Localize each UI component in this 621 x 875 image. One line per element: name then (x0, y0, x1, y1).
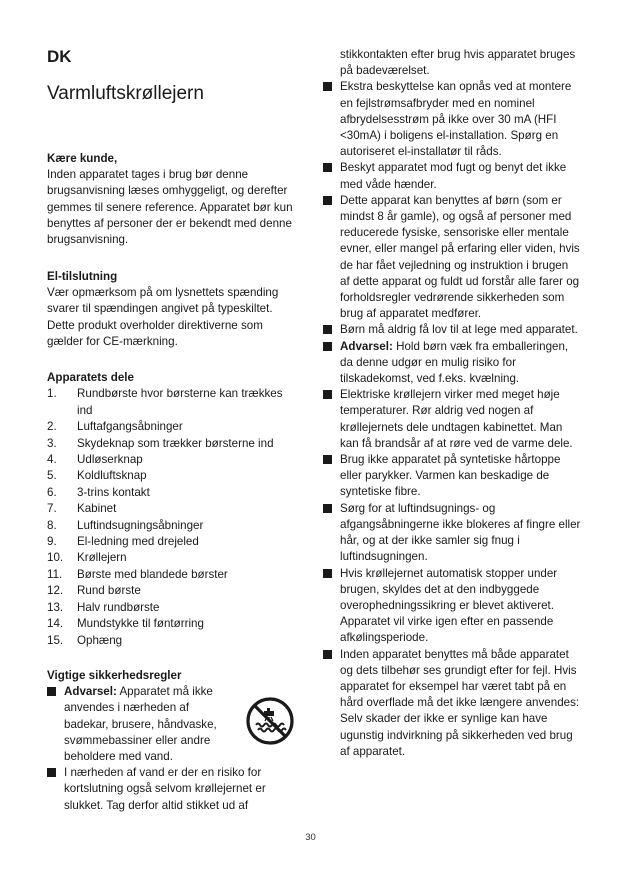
part-item: 13. Halv rundbørste (47, 600, 160, 614)
safety-item: Hvis krøllejernet automatisk stopper under brugen, skyldes det at den indbyggede overophedningssikring er blevet aktiveret. Apparatet vil virke igen efter en passende afkølingsperiode. (323, 566, 581, 647)
part-item: 10. Krøllejern (47, 551, 127, 565)
part-item: 14. Mundstykke til føntørring (47, 617, 204, 631)
part-item: 12. Rund børste (47, 584, 141, 598)
bullet-square-icon (47, 687, 56, 696)
part-item: 9. El-ledning med drejeled (47, 535, 199, 549)
warning-label: Advarsel: (340, 339, 393, 353)
safety-heading: Vigtige sikkerhedsregler (47, 669, 182, 682)
bullet-square-icon (323, 163, 332, 172)
bullet-square-icon (323, 82, 332, 91)
safety-item-continued: stikkontakten efter brug hvis apparatet bruges på badeværelset. (340, 48, 576, 78)
no-water-warning-icon (245, 696, 295, 746)
parts-heading: Apparatets dele (47, 371, 134, 384)
intro-heading: Kære kunde, (47, 152, 118, 165)
safety-section-left (47, 668, 297, 814)
safety-item-warning (47, 684, 297, 765)
safety-item: Ekstra beskyttelse kan opnås ved at montere en fejlstrømsafbryder med en nominel afbrydelsesstrøm på ikke over 30 mA (HFI <30mA) i boligens el-installation. Spørg en autoriseret el-installatør til råds. (323, 79, 581, 160)
language-code: DK (47, 47, 72, 66)
safety-item: Sørg for at luftindsugnings- og afgangsåbningerne ikke blokeres af fingre eller hår, og at der ikke samler sig fnug i luftindsugningen. (323, 501, 581, 566)
bullet-square-icon (323, 390, 332, 399)
part-item: 15. Ophæng (47, 633, 123, 647)
bullet-square-icon (323, 325, 332, 334)
bullet-square-icon (323, 650, 332, 659)
page-number: 30 (305, 832, 316, 843)
safety-list-right (323, 79, 581, 760)
intro-text: Inden apparatet tages i brug bør denne brugsanvisning læses omhyggeligt, og derefter gemmes til senere reference. Apparatet bør kun benyttes af personer der er bekendt med denne brugsanvisning. (47, 168, 293, 247)
parts-list (47, 386, 297, 649)
safety-item: Beskyt apparatet mod fugt og benyt det ikke med våde hænder. (323, 160, 581, 192)
safety-item: Dette apparat kan benyttes af børn (som er mindst 8 år gamle), og også af personer med reducerede fysiske, sensoriske eller mentale evner, eller mangel på erfaring eller viden, hvis de har fået vejledning og instruktion i brugen af dette apparat og fuldt ud forstår alle farer og forholdsregler vedrørende sikkerheden som brug af apparatet medfører. (323, 193, 581, 323)
bullet-square-icon (323, 569, 332, 578)
warning-text: Apparatet må ikke anvendes i nærheden af badekar, brusere, håndvaske, svømmebassiner eller andre beholdere med vand. (64, 685, 217, 764)
part-item: 1. Rundbørste hvor børsterne kan trækkes ind (47, 387, 283, 417)
bullet-square-icon (323, 504, 332, 513)
safety-item: I nærheden af vand er der en risiko for kortslutning også selvom krøllejernet er slukket. Tag derfor altid stikket ud af (47, 765, 297, 814)
parts-section (47, 370, 297, 649)
part-item: 8. Luftindsugningsåbninger (47, 518, 204, 532)
part-item: 4. Udløserknap (47, 453, 143, 467)
safety-item-warning: Advarsel: Hold børn væk fra emballeringen, da denne udgør en mulig risiko for tilskadekomst, ved f.eks. kvælning. (323, 339, 581, 388)
document-title: Varmluftskrøllejern (47, 83, 204, 104)
safety-item: Elektriske krøllejern virker med meget høje temperaturer. Rør aldrig ved nogen af krøllejernets dele undtagen kabinettet. Man kan få brandsår af at røre ved de varme dele. (323, 387, 581, 452)
intro-section (47, 151, 297, 248)
part-item: 7. Kabinet (47, 502, 117, 516)
part-item: 2. Luftafgangsåbninger (47, 420, 183, 434)
part-item: 5. Koldluftsknap (47, 469, 147, 483)
part-item: 6. 3-trins kontakt (47, 485, 150, 499)
bullet-square-icon (323, 342, 332, 351)
part-item: 11. Børste med blandede børster (47, 567, 228, 581)
bullet-square-icon (323, 455, 332, 464)
safety-item: Brug ikke apparatet på syntetiske hårtoppe eller parykker. Varmen kan beskadige de syntetiske fibre. (323, 452, 581, 501)
part-item: 3. Skydeknap som trækker børsterne ind (47, 436, 274, 450)
safety-item: Børn må aldrig få lov til at lege med apparatet. (323, 322, 581, 338)
bullet-square-icon (47, 768, 56, 777)
electrical-heading: El-tilslutning (47, 270, 118, 283)
electrical-text: Vær opmærksom på om lysnettets spænding svarer til spændingen angivet på typeskiltet. Dette produkt overholder direktiverne som gælder for CE-mærkning. (47, 286, 279, 348)
warning-label: Advarsel: (64, 685, 117, 699)
safety-list-left (47, 684, 297, 814)
bullet-square-icon (323, 196, 332, 205)
electrical-section (47, 269, 297, 350)
right-column (323, 47, 581, 760)
safety-item: Inden apparatet benyttes må både apparatet og dets tilbehør ses grundigt efter for fejl. Hvis apparatet for eksempel har været tabt på en hård overflade må det ikke længere anvendes: Selv skader der ikke er synlige kan have ugunstig indvirkning på sikkerheden ved brug af apparatet. (323, 647, 581, 760)
